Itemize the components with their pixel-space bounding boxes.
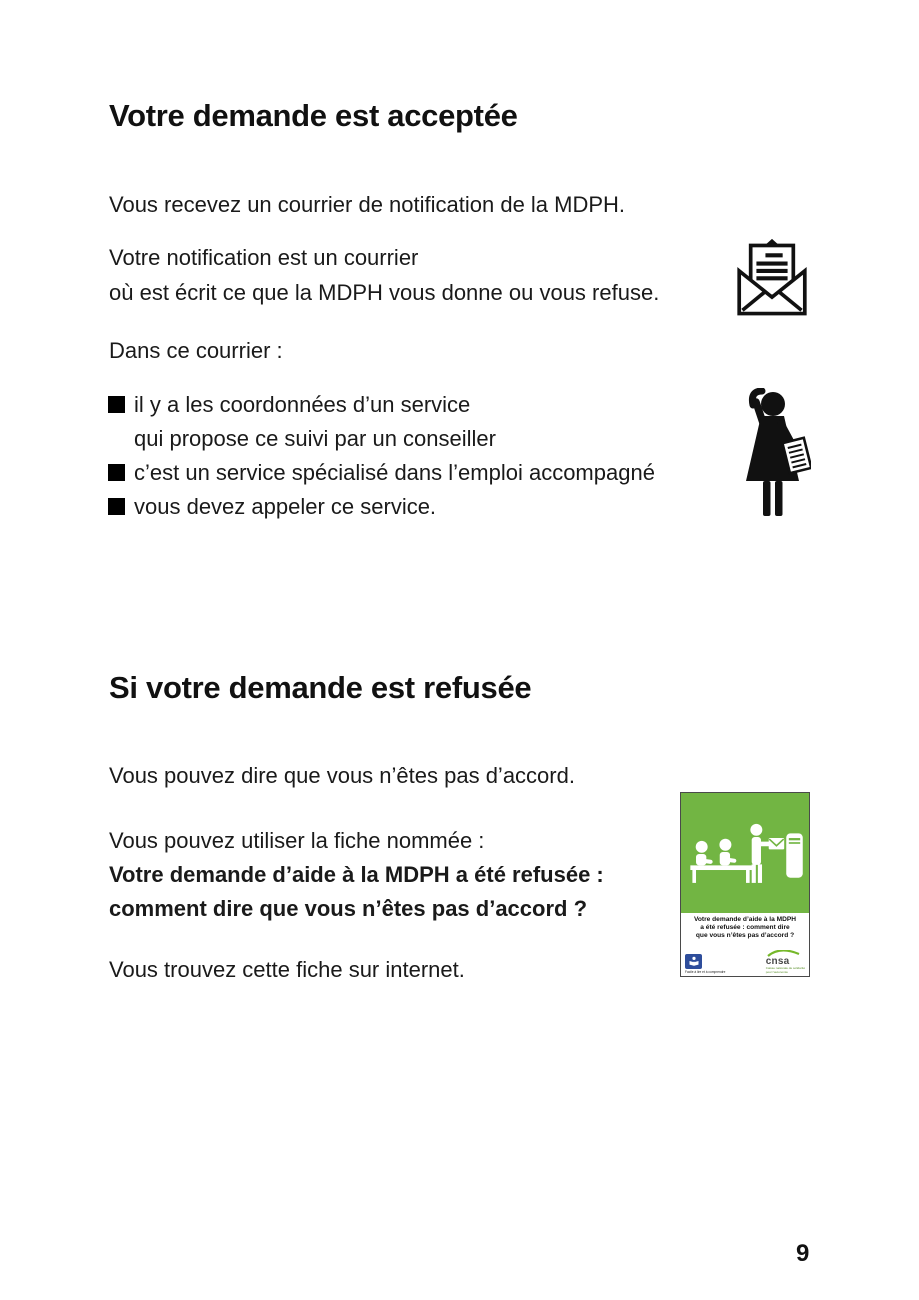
paragraph-dans-ce-courrier: Dans ce courrier : bbox=[109, 338, 283, 363]
woman-phone-icon bbox=[731, 388, 811, 520]
list-item bbox=[108, 456, 655, 490]
bullet1-line1: il y a les coordonnées d’un service bbox=[134, 392, 471, 417]
falc-logo bbox=[685, 954, 725, 974]
bullet3-line1: vous devez appeler ce service. bbox=[134, 494, 437, 519]
falc-logo-icon bbox=[685, 954, 702, 969]
cnsa-logo bbox=[766, 950, 805, 974]
paragraph-internet: Vous trouvez cette fiche sur internet. bbox=[109, 957, 465, 982]
paragraph-notification: Vous recevez un courrier de notification de la MDPH. bbox=[109, 192, 626, 217]
leaflet-pictogram-icon bbox=[687, 820, 803, 886]
cnsa-tagline-line2: pour l’autonomie bbox=[765, 969, 788, 974]
falc-logo-label: Facile à lire et à comprendre bbox=[685, 970, 726, 974]
envelope-icon bbox=[731, 231, 813, 319]
cnsa-logo-word: cnsa bbox=[765, 956, 790, 968]
section-accepted-heading: Votre demande est acceptée bbox=[109, 98, 518, 133]
fiche-title-line1: Votre demande d’aide à la MDPH a été refusée : bbox=[109, 862, 604, 887]
cnsa-tagline-line1: Caisse nationale de solidarité bbox=[765, 966, 805, 971]
list-item bbox=[108, 388, 655, 456]
square-bullet-icon bbox=[108, 464, 125, 481]
paragraph-courrier-line2: où est écrit ce que la MDPH vous donne ou vous refuse. bbox=[109, 280, 660, 305]
square-bullet-icon bbox=[108, 498, 125, 515]
fiche-intro: Vous pouvez utiliser la fiche nommée : bbox=[109, 828, 485, 853]
paragraph-courrier bbox=[109, 240, 659, 310]
paragraph-courrier-line1: Votre notification est un courrier bbox=[109, 245, 419, 270]
section-refused-heading: Si votre demande est refusée bbox=[109, 670, 532, 705]
leaflet-title-line3: que vous n’êtes pas d’accord ? bbox=[695, 932, 795, 939]
square-bullet-icon bbox=[108, 396, 125, 413]
leaflet-cover bbox=[681, 793, 809, 913]
list-item bbox=[108, 490, 655, 524]
bullet1-line2: qui propose ce suivi par un conseiller bbox=[134, 426, 496, 451]
bullet2-line1: c’est un service spécialisé dans l’emploi accompagné bbox=[134, 460, 655, 485]
leaflet-thumbnail bbox=[680, 792, 810, 977]
page-number: 9 bbox=[796, 1240, 810, 1267]
paragraph-fiche bbox=[109, 824, 604, 926]
leaflet-lower-panel bbox=[681, 913, 809, 976]
paragraph-pas-daccord: Vous pouvez dire que vous n’êtes pas d’accord. bbox=[109, 763, 575, 788]
fiche-title-line2: comment dire que vous n’êtes pas d’accord ? bbox=[109, 896, 588, 921]
bullet-list bbox=[108, 388, 655, 524]
leaflet-title-line2: a été refusée : comment dire bbox=[700, 924, 790, 931]
leaflet-title-line1: Votre demande d’aide à la MDPH bbox=[693, 916, 797, 923]
